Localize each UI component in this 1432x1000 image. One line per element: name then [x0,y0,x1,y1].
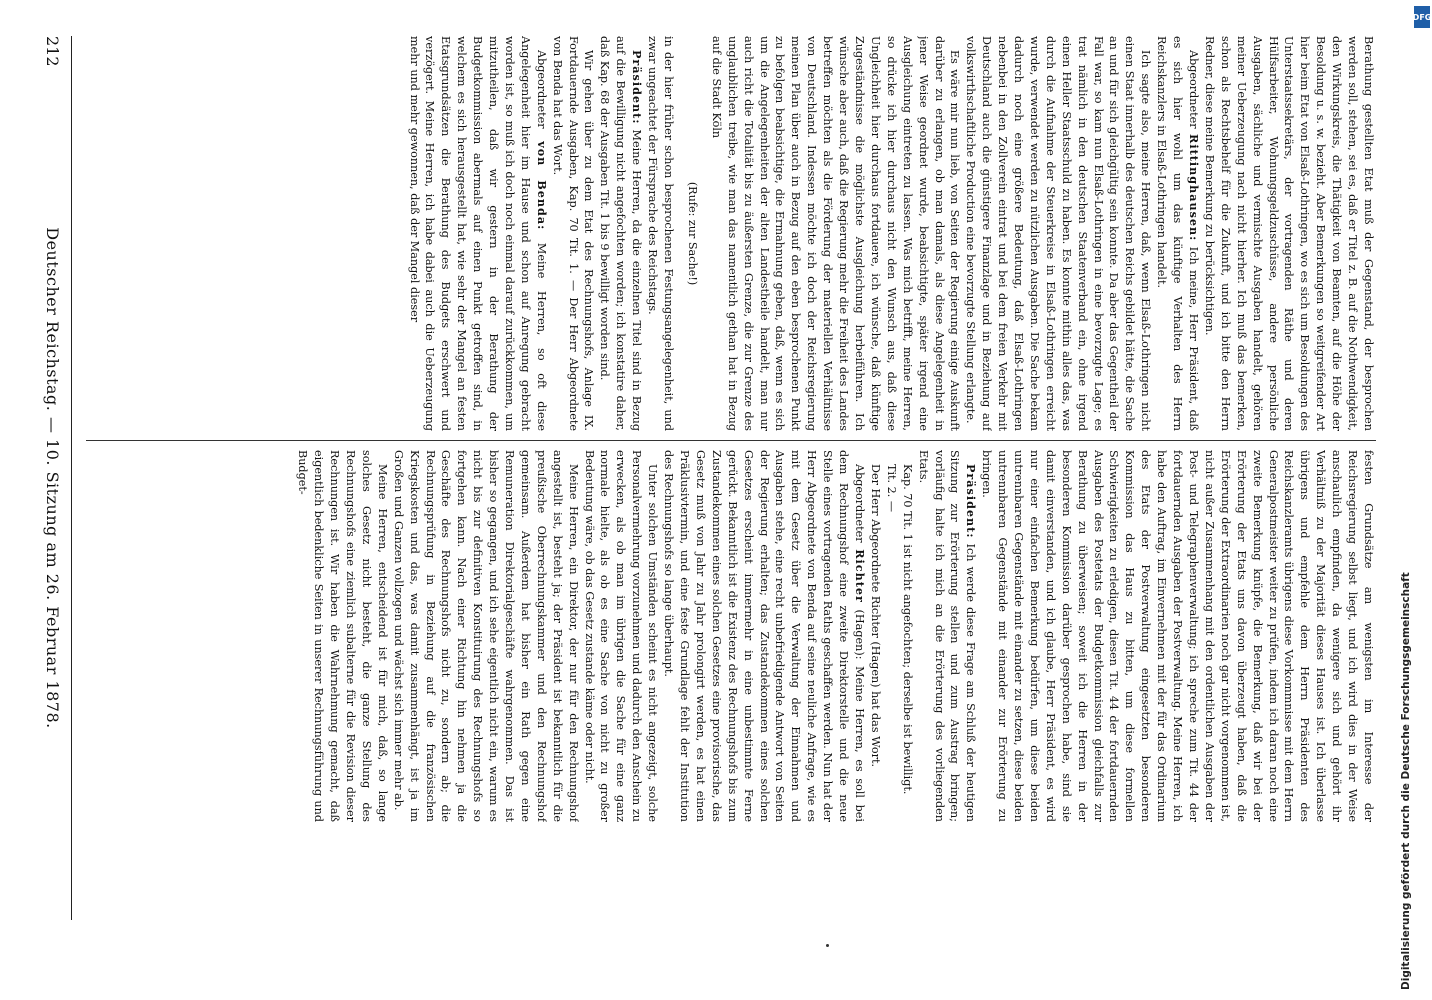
paragraph-text: Ich sagte also, meine Herren, daß, wenn Elsaß-Lothringen nicht einen Staat innerhalb des deutschen Reichs gebildet hätte, die Sache an und für sich gleichgültig sein konnte. Da aber das Gegentheil der Fall war, so kam nun Elsaß-Lothringen in eine bevorzugte Lage; es trat nämlich in den deutschen Staatenverband ein, ohne irgend einen Heller Staatsschuld zu haben. Es konnte mithin alles das, was durch die Aufnahme der Steuerkreise in Elsaß-Lothringen erreicht wurde, verwendet werden zu nützlichen Ausgaben. Die Sache bekam dadurch noch eine größere Bedeutung, daß Elsaß-Lothringen nebenbei in den Zollverein eintrat und bei dem freien Verkehr mit Deutschland auch die günstigere Finanzlage und in Beziehung auf volkswirthschaftliche Production eine bevorzugte Stellung erlangte. [964,36,1153,431]
speaker-name: von Benda: [534,141,549,231]
paragraph-text: Berathung gestellten Etat muß der Gegenstand, der besprochen werden soll, stehen, sei es, daß er Titel z. B. auf die Nothwendigkeit, den Wirkungskreis, die Thätigkeit von Beamten, auf die Höhe der Besoldung u. s. w. bezieht. Aber Bemerkungen so weitgreifender Art hier beim Etat von Elsaß-Lothringen, wo es sich um Besoldungen des Unterstaatssekretärs, der vortragenden Räthe und deren Hülfsarbeiter, Wohnungsgeldzuschüsse, andere persönliche Ausgaben, sächliche und vermischte Ausgaben handelt, gehören meiner Ueberzeugung nach nicht hierher. Ich muß das bemerken, schon als Rechtsbehelf für die Zukunft, und ich bitte den Herrn Redner, diese meine Bemerkung zu berücksichtigen. [1202,36,1375,431]
dfg-logo: DFG [1414,6,1430,28]
paragraph [660,450,867,822]
paragraph [883,450,899,822]
speaker-name: Rittinghausen: [1187,134,1202,242]
speaker-prefix: Abgeordneter [1187,50,1201,135]
paragraph [597,36,645,431]
paragraph-text: Wir gehen über zu dem Etat des Rechnungshofs, Anlage IX. Fortdauernde Ausgaben, Kap. 70 Tit. 1. — Der Herr Abgeordnete von Benda hat das Wort. [550,36,596,431]
stage-direction [684,36,700,431]
running-header [37,36,67,920]
paragraph [708,36,963,431]
speaker-name: Richter [853,549,867,603]
paragraph [549,36,597,431]
speaker-name: Präsident: [630,50,645,125]
paragraph-text: Meine Herren, ein Direktor, der nur für den Rechnungshof angestellt ist, besteht ja; der Präsident ist bekanntlich für die preußische Oberrechnungskammer und den Rechnungshof gemeinsam. Außerdem hat bisher ein Rath gegen eine Remuneration Direktorialgeschäfte wahrgenommen. Das ist bisher so gegangen, und ich sehe eigentlich nicht ein, warum es nicht bis zur definitiven Konstituirung des Rechnungshofs so fortgehen kann. Nach einer Richtung hin nehmen ja die Geschäfte des Rechnungshofs nicht zu, sondern ab; die Rechnungsprüfung in Beziehung auf die französischen Kriegskosten und das, was damit zusammenhängt, ist ja im Großen und Ganzen vollzogen und wächst sich immer mehr ab. [391,450,580,822]
paragraph-text: Der Herr Abgeordnete Richter (Hagen) hat das Wort. [868,464,882,768]
paragraph-text: festen Grundsätze am wenigsten im Interesse der Reichsregierung selbst liegt, und ich wird dies in der Weise anschaulich empfinden, da wenigere sich und gehört ihr Verhältniß zu der Majorität dieses Hauses ist. Ich überlasse übrigens und empfehle dem Herrn Präsidenten des Reichskanzleramts übrigens diese Vorkommnisse mit dem Herrn Generalpostmeister weiter zu prüfen, indem ich daran noch eine zweite Bemerkung knüpfe, die Bemerkung, daß wir bei der Erörterung der Etats uns davon überzeugt haben, daß die Erörterung der Extraordinarien noch gar nicht vorgenommen ist, nicht außer Zusammenhang mit den ordentlichen Ausgaben der Post- und Telegraphenverwaltung; ich spreche zum Tit. 44 der fortdauernden Ausgaben der Postverwaltung. Meine Herren, ich habe den Auftrag, im Einvernehmen mit der für das Ordinarium des Etats der Postverwaltung eingesetzten besonderen Kommission das Haus zu bitten, um diese formellen Schwierigkeiten zu erledigen, diesen Tit. 44 der fortdauernden Ausgaben des Postetats der Budgetkommission gleichfalls zur Berathung zu überweisen; soweit ich die Herren in der besonderen Kommission darüber gesprochen habe, sind sie damit einverstanden, und ich glaube, Herr Präsident, es wird nur einer einfachen Bemerkung bedürfen, um diese beiden untrennbaren Gegenstände mit einander zu setzen, diese beiden untrennbaren Gegenstände mit einander zur Erörterung zu bringen. [980,450,1375,822]
paragraph-text: in der hier früher schon besprochenen Festungsangelegenheit, und zwar ungeachtet der Fürsprache des Reichstags. [646,36,676,431]
paragraph-text: (Hagen): Meine Herren, es soll bei dem Rechnungshof eine zweite Direktorstelle und die neue Stelle eines vortragenden Raths geschaffen werden. Nun hat der Herr Abgeordnete von Benda auf seine neuliche Anfrage, wie es mit dem Gesetz über die Verwaltung der Einnahmen und Ausgaben stehe, eine recht unbefriedigende Antwort von Seiten der Regierung erhalten; das Zustandekommen eines solchen Gesetzes erscheint immermehr in eine unbestimmte Ferne gerückt. Bekanntlich ist die Existenz des Rechnungshofs bis zum Zustandekommen eines solchen Gesetzes eine provisorische, das Gesetz muß von Jahr zu Jahr prolongirt werden, es hat einen Präklusivtermin, und eine feste Grundlage fehlt der Institution des Rechnungshofs so lange überhaupt. [662,450,866,822]
paragraph [899,450,915,822]
paragraph [406,36,549,431]
page-number: 212 [43,36,62,67]
paragraph-text: Meine Herren, so oft diese Angelegenheit hier im Hause und schon auf Anregung gebracht worden ist, so muß ich doch noch einmal darauf zurückkommen, um mitzutheilen, daß wir gestern in der Berathung der Budgetkommission abermals auf einen Punkt getroffen sind, in welchem es sich herausgestellt hat, wie sehr der Mangel an festen Etatsgrundsätzen die Berathung des Budgets erschwert und verzögert. Meine Herren, ich habe dabei auch die Ueberzeugung mehr und mehr gewonnen, daß der Mangel dieser [407,36,548,431]
paragraph [978,450,1376,822]
paragraph-text: Es wäre mir nun lieb, von Seiten der Regierung einige Auskunft darüber zu erlangen, ob man damals, als diese Angelegenheit in jener Weise geordnet wurde, beabsichtigte, später irgend eine Ausgleichung eintreten zu lassen. Was mich betrifft, meine Herren, so drücke ich hier durchaus nicht den Wunsch aus, daß diese Ungleichheit hier durchaus fortdauere, ich wünsche, daß künftige Zugeständnisse die möglichste Ausgleichung herbeiführen. Ich wünsche aber auch, daß die Regierung mehr die Freiheit des Landes betreffen möchten als die Förderung der materiellen Verhältnisse von Deutschland. Indessen möchte ich doch der Reichsregierung meinen Plan über auch in Bezug auf den eben besprochenen Punkt zu befolgen beabsichtige, die Ermahnung geben, daß, wenn es sich um die Angelegenheiten der alten Landestheile handelt, man nur auch richt die Totalität bis zu äußersten Grenze, die zur Grenze des unglaublichen treibe, wie man das namentlich gethan hat in Bezug auf die Stadt Köln [709,36,962,431]
paragraph [1153,36,1201,431]
paragraph-text: Ich werde diese Frage am Schluß der heutigen Sitzung zur Erörterung stellen und zum Austrag bringen; vorläufig halte ich mich an die Erörterung des vorliegenden Etats. [916,450,978,822]
paragraph [867,450,883,822]
paragraph [644,36,676,431]
header-rule [71,36,72,920]
text-column-left [80,36,1376,431]
speaker-prefix: Abgeordneter [853,464,866,550]
paragraph [581,450,661,822]
paragraph-text: Ich meine, Herr Präsident, daß es sich hier wohl um das künftige Verhalten des Herrn Reichskanzlers in Elsaß-Lothringen handelt. [1155,36,1201,431]
paragraph-text: Tit. 2. — [884,464,898,513]
column-separator [86,440,1376,441]
paragraph-text: (Rufe: zur Sache!) [685,181,699,286]
paragraph-text: Kap. 70 Tit. 1 ist nicht angefochten; derselbe ist bewilligt. [900,464,914,795]
paragraph-text: Meine Herren, da die einzelnen Titel sind in Bezug auf die Bewilligung nicht angefochten worden; ich konstatire daher, daß Kap. 68 der Ausgaben Tit. 1 bis 9 bewilligt worden sind. [598,36,644,431]
paragraph [294,450,389,822]
paragraph-text: Unter solchen Umständen scheint es nicht angezeigt, solche Personalvermehrung vorzunehmen und dadurch den Anschein zu erwecken, als ob man im übrigen die Sache für eine ganz normale hielte, als ob es eine Sache von nicht zu großer Bedeutung wäre, ob das Gesetz zustande käme oder nicht. [582,450,660,822]
digitization-credit [1390,6,1430,996]
paragraph [915,450,979,822]
paragraph [1201,36,1376,431]
digitization-credit-text: Digitalisierung gefördert durch die Deutsche Forschungsgemeinschaft [1400,572,1412,990]
speaker-name: Präsident: [964,464,979,539]
text-column-right [80,450,1376,822]
paragraph [390,450,581,822]
speaker-prefix: Abgeordneter [534,50,548,142]
speck [826,944,829,947]
paragraph-text: Meine Herren, entscheidend ist für mich, daß, so lange solches Gesetz nicht besteht, die ganze Stellung des Rechnungshofs eine ziemlich subalterne für die Revision dieser Rechnungen ist. Wir haben die Wahrnehmung gemacht, daß eigentlich bedenkliche Seiten in unserer Rechnungsführung und Budget- [296,450,389,822]
page-title: Deutscher Reichstag. — 10. Sitzung am 26. Februar 1878. [43,227,62,729]
paragraph [962,36,1153,431]
